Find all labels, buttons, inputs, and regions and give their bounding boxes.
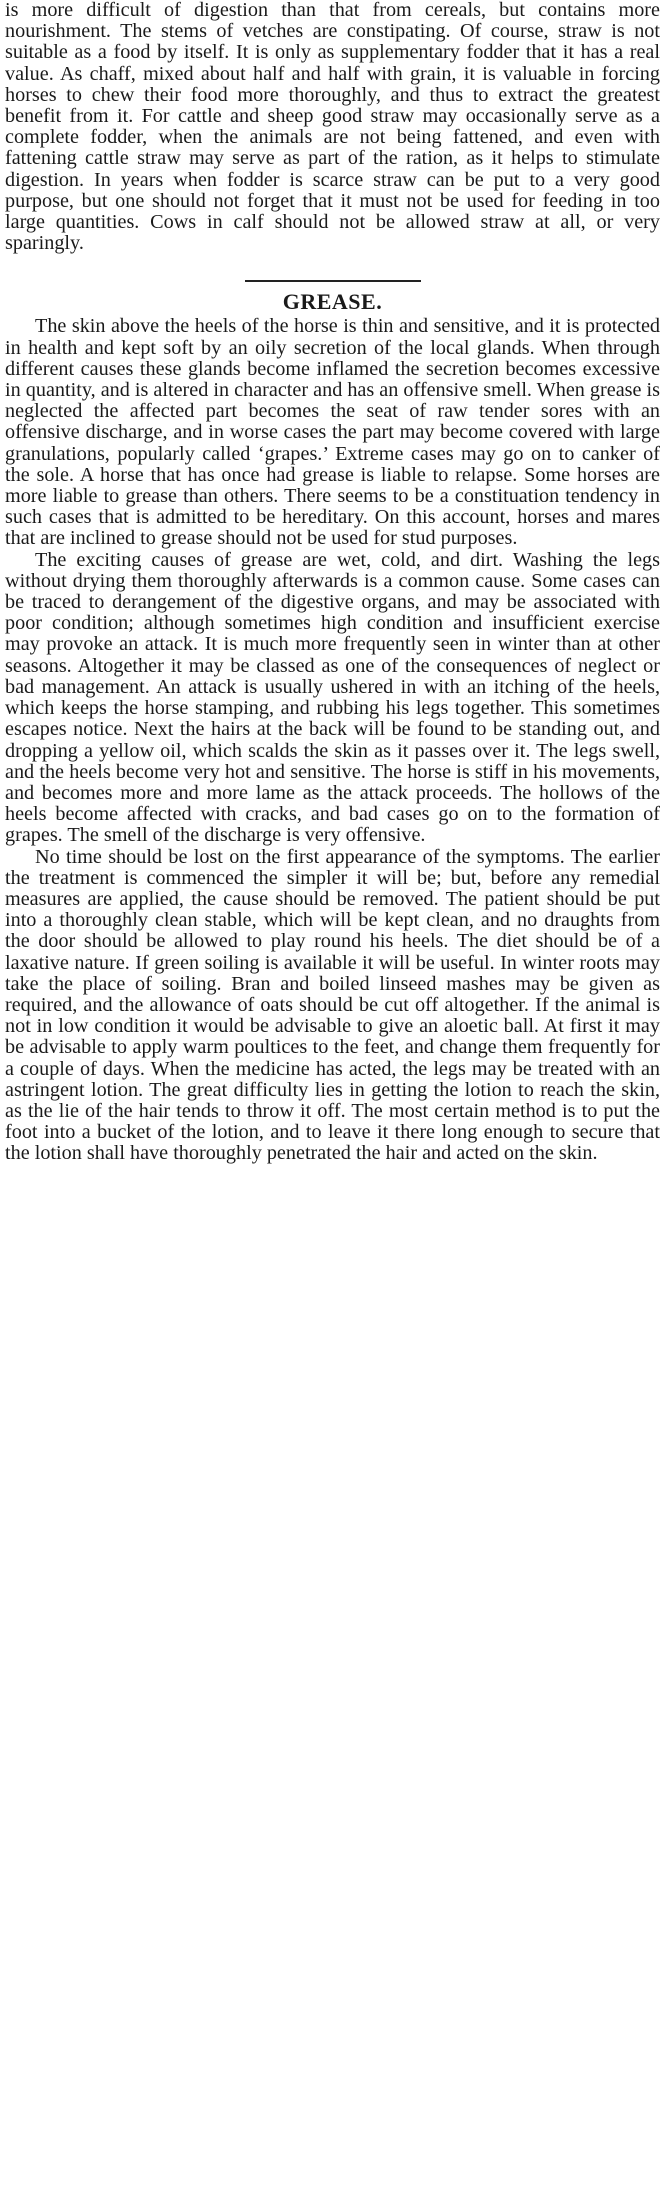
article-paragraph-grease-treatment: No time should be lost on the first appearance of the symptoms. The earlier the treatment is commenced the simpler it will be; but, before any remedial measures are applied, the cause should be removed. The patient should be put into a thoroughly clean stable, which will be kept clean, and no draughts from the door should be allowed to play round his heels. The diet should be of a laxative nature. If green soiling is available it will be useful. In winter roots may take the place of soiling. Bran and boiled linseed mashes may be given as required, and the allowance of oats should be cut off altogether. If the animal is not in low condition it would be advisable to give an aloetic ball. At first it may be advisable to apply warm poultices to the feet, and change them frequently for a couple of days. When the medicine has acted, the legs may be treated with an astringent lotion. The great difficulty lies in getting the lotion to reach the skin, as the lie of the hair tends to throw it off. The most certain method is to put the foot into a bucket of the lotion, and to leave it there long enough to secure that the lotion shall have thoroughly penetrated the hair and acted on the skin. (5, 845, 660, 1165)
article-paragraph-grease-intro: The skin above the heels of the horse is thin and sensitive, and it is protected in health and kept soft by an oily secretion of the local glands. When through different causes these glands become inflamed the secretion becomes excessive in quantity, and is altered in character and has an offensive smell. When grease is neglected the affected part becomes the seat of raw tender sores with an offensive discharge, and in worse cases the part may become covered with large granulations, popularly called ‘grapes.’ Extreme cases may go on to canker of the sole. A horse that has once had grease is liable to relapse. Some horses are more liable to grease than others. There seems to be a constituation tendency in such cases that is admitted to be hereditary. On this account, horses and mares that are inclined to grease should not be used for stud purposes. (5, 315, 660, 550)
article-paragraph-straw: is more difficult of digestion than that from cereals, but contains more nourishment. The stems of vetches are constipating. Of course, straw is not suitable as a food by itself. It is only as supplementary fodder that it has a real value. As chaff, mixed about half and half with grain, it is valuable in forcing horses to chew their food more thoroughly, and thus to extract the greatest benefit from it. For cattle and sheep good straw may occasionally serve as a complete fodder, when the animals are not being fattened, and even with fattening cattle straw may serve as part of the ration, as it helps to stimulate digestion. In years when fodder is scarce straw can be put to a very good purpose, but one should not forget that it must not be used for feeding in too large quantities. Cows in calf should not be allowed straw at all, or very sparingly. (5, 0, 660, 255)
section-divider (245, 280, 421, 282)
article-paragraph-grease-causes: The exciting causes of grease are wet, cold, and dirt. Washing the legs without drying them thoroughly afterwards is a common cause. Some cases can be traced to derangement of the digestive organs, and may be associated with poor condition; although sometimes high condition and insufficient exercise may provoke an attack. It is much more frequently seen in winter than at other seasons. Altogether it may be classed as one of the consequences of neglect or bad management. An attack is usually ushered in with an itching of the heels, which keeps the horse stamping, and rubbing his legs together. This sometimes escapes notice. Next the hairs at the back will be found to be standing out, and dropping a yellow oil, which scalds the skin as it passes over it. The legs swell, and the heels become very hot and sensitive. The horse is stiff in his movements, and becomes more and more lame as the attack proceeds. The hollows of the heels become affected with cracks, and bad cases go on to the formation of grapes. The smell of the discharge is very offensive. (5, 548, 660, 847)
section-heading: GREASE. (282, 289, 383, 315)
